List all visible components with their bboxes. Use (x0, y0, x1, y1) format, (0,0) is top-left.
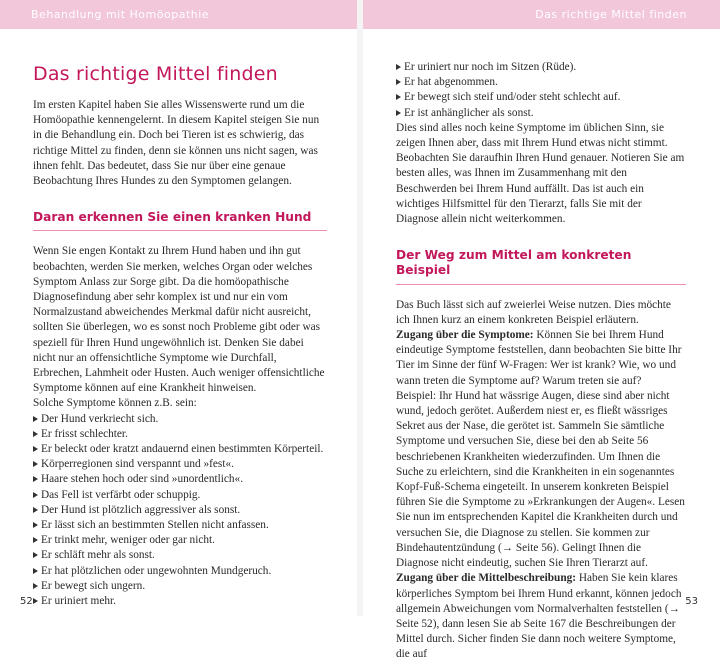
list-item: Er bewegt sich steif und/oder steht schlecht auf. (396, 90, 686, 105)
symptom-list (33, 412, 327, 610)
list-item: Er frisst schlechter. (33, 427, 327, 442)
page-number-right: 53 (685, 596, 698, 607)
access-remedy-text: Haben Sie kein klares körperliches Symptom bei Ihrem Hund erkannt, können jedoch allgemein Abweichungen vom Normalverhalten feststellen (→ Seite 52), dann lesen Sie ab Seite 167 die Beschreibungen der Mittel durch. Sicher finden Sie dann noch weitere Symptome, die auf (396, 572, 682, 661)
list-item: Das Fell ist verfärbt oder schuppig. (33, 488, 327, 503)
page-number-left: 52 (20, 596, 33, 607)
intro-paragraph: Im ersten Kapitel haben Sie alles Wissenswerte rund um die Homöopathie kennengelernt. In diesem Kapitel steigen Sie nun in die Behandlung ein. Doch bei Tieren ist es schwierig, das richtige Mittel zu finden, denn sie können uns nicht sagen, was ihnen fehlt. Das bedeutet, dass Sie nur über eine genaue Beobachtung Ihres Hundes zu den Symptomen gelangen. (33, 99, 320, 188)
list-item: Er trinkt mehr, weniger oder gar nicht. (33, 533, 327, 548)
access-symptoms-paragraph (396, 328, 686, 389)
list-item: Er schläft mehr als sonst. (33, 548, 327, 563)
access-remedy-label: Zugang über die Mittelbeschreibung: (396, 572, 577, 585)
list-item: Er uriniert mehr. (33, 594, 327, 609)
running-head-left (0, 0, 357, 29)
observation-paragraph: Dies sind alles noch keine Symptome im üblichen Sinn, sie zeigen Ihnen aber, dass mit Ihrem Hund etwas nicht stimmt. Beobachten Sie daraufhin Ihren Hund genauer. Notieren Sie am besten alles, was Ihnen im Zusammenhang mit den Beschwerden bei Ihrem Hund auffällt. Das ist auch ein wichtiges Hilfsmittel für den Tierarzt, falls Sie mit der Diagnose allein nicht weiterkommen. (396, 121, 685, 226)
chapter-title: Das richtige Mittel finden (33, 63, 278, 85)
section-heading-example: Der Weg zum Mittel am konkreten Beispiel (396, 248, 686, 284)
left-page-column (33, 98, 327, 609)
access-remedy-paragraph (396, 571, 686, 662)
right-page-column (396, 60, 686, 663)
running-title-left: Behandlung mit Homöopathie (31, 8, 210, 21)
access-symptoms-text: Können Sie bei Ihrem Hund eindeutige Symptome feststellen, dann beobachten Sie bitte Ihr Tier im Sinne der fünf W-Fragen: Wer ist krank? Wie, wo und wann treten die Symptome auf? Warum treten sie auf? (396, 329, 682, 387)
list-item: Er lässt sich an bestimmten Stellen nicht anfassen. (33, 518, 327, 533)
list-intro: Solche Symptome können z.B. sein: (33, 397, 197, 410)
list-item: Er hat plötzlichen oder ungewohnten Mundgeruch. (33, 564, 327, 579)
list-item: Der Hund ist plötzlich aggressiver als sonst. (33, 503, 327, 518)
page-gutter (357, 0, 363, 616)
list-item: Haare stehen hoch oder sind »unordentlich«. (33, 472, 327, 487)
list-item: Er uriniert nur noch im Sitzen (Rüde). (396, 60, 686, 75)
list-item: Er hat abgenommen. (396, 75, 686, 90)
running-head-right (363, 0, 720, 29)
section-heading-sick-dog: Daran erkennen Sie einen kranken Hund (33, 210, 327, 231)
list-item: Er ist anhänglicher als sonst. (396, 106, 686, 121)
usage-paragraph: Das Buch lässt sich auf zweierlei Weise nutzen. Dies möchte ich Ihnen kurz an einem konkreten Beispiel erläutern. (396, 298, 671, 326)
list-item: Er bewegt sich ungern. (33, 579, 327, 594)
running-title-right: Das richtige Mittel finden (535, 8, 687, 21)
example-paragraph: Beispiel: Ihr Hund hat wässrige Augen, diese sind aber nicht wund, jedoch gerötet. Außerdem niest er, es fließt wässriges Sekret aus der Nase, die gerötet ist. Sammeln Sie sämtliche Symptome und versuchen Sie, diese bei den ab Seite 56 beschriebenen Krankheiten wiederzufinden. Um Ihnen die Suche zu erleichtern, sind die Krankheiten in ein sogenanntes Kopf-Fuß-Schema eingeteilt. In unserem konkreten Beispiel führen Sie die Symptome zu »Erkrankungen der Augen«. Lesen Sie nun im entsprechenden Kapitel die Krankheiten durch und versuchen Sie, die Diagnose zu stellen. Sie kommen zur Bindehautentzündung (→ Seite 56). Gelingt Ihnen die Diagnose nicht eindeutig, suchen Sie Ihren Tierarzt auf. (396, 389, 685, 570)
symptom-list-continued (396, 60, 686, 121)
list-item: Körperregionen sind verspannt und »fest«. (33, 457, 327, 472)
list-item: Der Hund verkriecht sich. (33, 412, 327, 427)
access-symptoms-label: Zugang über die Symptome: (396, 329, 534, 342)
list-item: Er beleckt oder kratzt andauernd einen bestimmten Körperteil. (33, 442, 327, 457)
section-paragraph: Wenn Sie engen Kontakt zu Ihrem Hund haben und ihn gut beobachten, werden Sie merken, welches Organ oder welches Symptom Anlass zur Sorge gibt. Da die homöopathische Diagnosefindung aber sehr komplex ist und nur ein vom Normalzustand abweichendes Merkmal dafür nicht ausreicht, sollten Sie überlegen, wo es sonst noch Probleme gibt oder was speziell für Ihren Hund ungewöhnlich ist. Denken Sie dabei nicht nur an offensichtliche Symptome wie Durchfall, Erbrechen, Lahmheit oder Husten. Auch weniger offensichtliche Symptome können auf eine Krankheit hinweisen. (33, 245, 325, 395)
